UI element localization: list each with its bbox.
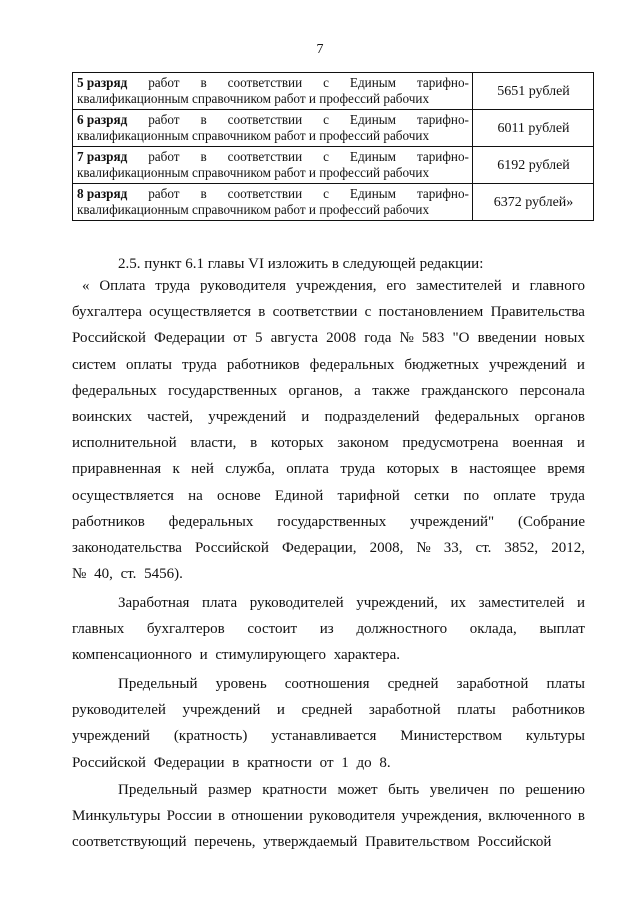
paragraph-word: заместителей	[416, 278, 502, 294]
paragraph-word: настоящее	[469, 461, 536, 478]
paragraph-word: «	[82, 278, 90, 294]
paragraph-word: ст.	[120, 566, 141, 583]
grade-label: 6	[77, 112, 84, 127]
paragraph-word: труда	[550, 487, 585, 504]
grade-label: 5	[77, 75, 84, 90]
paragraph-word: учреждения,	[295, 278, 377, 294]
paragraph-word: 2012,	[551, 539, 585, 556]
paragraph-word: 1	[341, 754, 353, 771]
paragraph-word: (Собрание	[517, 513, 585, 530]
paragraph-word: ст.	[475, 539, 492, 556]
paragraph-word: Единой	[274, 487, 324, 504]
paragraph-word: №	[416, 539, 431, 556]
paragraph-word: кратности	[247, 754, 316, 771]
paragraph-line	[72, 483, 585, 509]
paragraph-word: в	[577, 808, 585, 825]
paragraph-word: тарифной	[337, 487, 400, 504]
paragraph-word: Предельный	[118, 782, 198, 798]
paragraph-word: выплат	[539, 621, 585, 638]
paragraph-word: к	[172, 461, 180, 478]
grade-description-word: с	[323, 75, 329, 90]
paragraph-salary-composition	[72, 590, 585, 669]
grade-description-word: работ	[148, 75, 180, 90]
paragraph-word: включенного	[488, 808, 572, 825]
paragraph-word: государственных	[168, 382, 278, 399]
paragraph-word: руководителя	[309, 808, 396, 825]
paragraph-word: 40,	[94, 566, 117, 583]
grade-salary-amount: 6372 рублей»	[473, 184, 594, 221]
grade-description-word: с	[323, 112, 329, 127]
paragraph-word: и	[511, 278, 520, 294]
paragraph-word: органов	[534, 408, 585, 425]
paragraph-word: учреждения,	[401, 808, 482, 825]
paragraph-word: учреждений	[208, 408, 287, 425]
paragraph-word: новых	[544, 330, 585, 347]
paragraph-word: и	[576, 435, 585, 452]
paragraph-word: Федерации	[154, 330, 225, 347]
paragraph-word: Российской	[194, 539, 269, 556]
paragraph-word: платы	[546, 676, 585, 692]
paragraph-word: Правительства	[490, 304, 585, 321]
paragraph-line	[72, 535, 585, 561]
paragraph-word: приравненная	[72, 461, 162, 478]
paragraph-word: средней	[387, 676, 439, 692]
paragraph-word: Заработная	[118, 595, 190, 611]
paragraph-word: работников	[226, 356, 300, 373]
paragraph-word: уровень	[215, 676, 267, 692]
grade-description-word: работ	[148, 149, 180, 164]
paragraph-word: 2008,	[369, 539, 404, 556]
grade-description	[73, 147, 473, 184]
paragraph-line	[72, 430, 585, 456]
table-row	[73, 184, 594, 221]
paragraph-word: его	[386, 278, 407, 294]
paragraph-word: до	[356, 754, 376, 771]
paragraph-word: и	[301, 408, 310, 425]
grade-description-word: в	[200, 75, 207, 90]
paragraph-word: Правительством	[365, 834, 474, 851]
paragraph-word: в	[258, 304, 266, 321]
paragraph-word: с	[364, 304, 372, 321]
paragraph-word: в	[250, 435, 258, 452]
grade-salary-amount: 6011 рублей	[473, 110, 594, 147]
paragraph-word: соотношения	[284, 676, 370, 692]
grade-label: 7	[77, 149, 84, 164]
paragraph-word: учреждений,	[356, 595, 438, 611]
paragraph-word: труда	[181, 356, 217, 373]
paragraph-word: ней	[191, 461, 214, 478]
paragraph-word: Федерации,	[281, 539, 357, 556]
paragraph-word: 8.	[379, 754, 391, 771]
grade-label: 8	[77, 186, 84, 201]
paragraph-word: от	[233, 330, 247, 347]
paragraph-word: 583	[421, 330, 445, 347]
paragraph-word: государственных	[277, 513, 387, 530]
paragraph-word: руководителей	[249, 595, 344, 611]
paragraph-ratio-limit	[72, 671, 585, 776]
paragraph-ratio-increase	[72, 777, 585, 856]
grade-description-line: квалификационным справочником работ и профессий рабочих	[77, 165, 430, 180]
paragraph-word: руководителей	[72, 702, 166, 719]
grade-description-word: соответствии	[227, 112, 303, 127]
paragraph-word: их	[450, 595, 467, 611]
paragraph-word: перечень,	[194, 834, 260, 851]
paragraph-word: и	[576, 356, 585, 373]
paragraph-word: культуры	[525, 728, 585, 745]
paragraph-line	[72, 456, 585, 482]
paragraph-word: федеральных	[168, 513, 254, 530]
paragraph-word: главного	[529, 278, 585, 294]
grade-description	[73, 184, 473, 221]
grade-description-word: с	[323, 186, 329, 201]
paragraph-word: и	[199, 647, 212, 664]
paragraph-word: введении	[477, 330, 537, 347]
paragraph-word: отношении	[231, 808, 303, 825]
paragraph-word: также	[372, 382, 410, 399]
grade-description-word: с	[323, 149, 329, 164]
paragraph-line	[72, 750, 585, 776]
paragraph-word: труда	[340, 461, 376, 478]
paragraph-word: в	[450, 461, 458, 478]
paragraph-word: по	[499, 782, 515, 798]
paragraph-word: 33,	[443, 539, 463, 556]
paragraph-word: бухгалтеров	[146, 621, 225, 638]
paragraph-line	[72, 723, 585, 749]
paragraph-word: быть	[388, 782, 420, 798]
paragraph-word: работников	[72, 513, 145, 530]
grade-description-word: соответствии	[227, 75, 303, 90]
paragraph-word: по	[463, 487, 480, 504]
paragraph-word: оплате	[493, 487, 536, 504]
paragraph-line	[72, 671, 585, 697]
paragraph-word: предусмотрена	[402, 435, 499, 452]
paragraph-word: Российской	[72, 754, 150, 771]
paragraph-word: работников	[512, 702, 585, 719]
paragraph-word: заместителей	[478, 595, 565, 611]
paragraph-word: которых	[386, 461, 440, 478]
grade-description-word: тарифно-	[416, 75, 469, 90]
paragraph-word: Оплата	[99, 278, 146, 294]
grade-description-word: Единым	[349, 186, 396, 201]
paragraph-word: постановлением	[378, 304, 484, 321]
paragraph-word: заработной	[456, 676, 529, 692]
paragraph-word: систем	[72, 356, 117, 373]
paragraph-word: и	[576, 595, 585, 611]
paragraph-word: (кратность)	[173, 728, 248, 745]
paragraph-word: оплаты	[126, 356, 172, 373]
paragraph-word: соответствующий	[72, 834, 191, 851]
grade-description-word: работ	[148, 186, 180, 201]
paragraph-line	[72, 829, 585, 855]
paragraph-line	[72, 561, 585, 587]
grade-word: разряд	[86, 75, 128, 90]
table-row	[73, 73, 594, 110]
paragraph-word: 5456).	[144, 566, 183, 583]
paragraph-word: руководителя	[199, 278, 287, 294]
paragraph-line	[72, 697, 585, 723]
paragraph-word: соответствии	[272, 304, 358, 321]
paragraph-line	[72, 273, 585, 299]
section-heading: 2.5. пункт 6.1 главы VI изложить в следующей редакции:	[118, 256, 484, 272]
paragraph-word: осуществляется	[149, 304, 251, 321]
paragraph-word: №	[72, 566, 91, 583]
paragraph-line	[72, 404, 585, 430]
paragraph-word: должностного	[356, 621, 448, 638]
paragraph-word: служба,	[225, 461, 275, 478]
grade-description-word: работ	[148, 112, 180, 127]
paragraph-word: платы	[457, 702, 496, 719]
table-row	[73, 110, 594, 147]
grade-description-word: тарифно-	[416, 149, 469, 164]
paragraph-word: стимулирующего	[215, 647, 330, 664]
paragraph-word: увеличен	[429, 782, 489, 798]
grade-description-word: Единым	[349, 75, 396, 90]
paragraph-word: которых	[270, 435, 324, 452]
paragraph-word: устанавливается	[271, 728, 377, 745]
paragraph-word: Минкультуры	[72, 808, 161, 825]
grade-description-line: квалификационным справочником работ и профессий рабочих	[77, 91, 430, 106]
paragraph-word: частей,	[147, 408, 194, 425]
paragraph-word: Российской	[477, 834, 552, 851]
paragraph-word: персонала	[519, 382, 585, 399]
paragraph-word: в	[232, 754, 244, 771]
page-number: 7	[316, 42, 324, 57]
grade-description-word: тарифно-	[416, 186, 469, 201]
paragraph-word: Федерации	[153, 754, 229, 771]
paragraph-line	[72, 777, 585, 803]
paragraph-word: и	[276, 702, 285, 719]
paragraph-word: бухгалтера	[72, 304, 142, 321]
grade-description	[73, 73, 473, 110]
grade-description-word: в	[200, 186, 207, 201]
paragraph-word: труда	[155, 278, 191, 294]
paragraph-word: учреждений"	[410, 513, 495, 530]
paragraph-word: военная	[512, 435, 564, 452]
paragraph-line	[72, 325, 585, 351]
paragraph-line	[72, 803, 585, 829]
paragraph-word: подразделений	[324, 408, 420, 425]
grade-word: разряд	[86, 186, 128, 201]
paragraph-word: федеральных	[434, 408, 520, 425]
grade-word: разряд	[86, 149, 128, 164]
paragraph-word: года	[364, 330, 392, 347]
paragraph-word: на	[188, 487, 203, 504]
paragraph-word: средней	[301, 702, 353, 719]
paragraph-word: решению	[525, 782, 585, 798]
paragraph-line	[72, 509, 585, 535]
paragraph-word: 2008	[326, 330, 357, 347]
paragraph-word: исполнительной	[72, 435, 177, 452]
paragraph-head-salary-basis	[72, 273, 585, 587]
table-row	[73, 147, 594, 184]
grade-description-word: Единым	[349, 112, 396, 127]
paragraph-word: органов,	[288, 382, 343, 399]
paragraph-word: в	[218, 808, 226, 825]
wage-grade-table	[72, 72, 594, 221]
paragraph-word: может	[337, 782, 378, 798]
paragraph-line	[72, 590, 585, 616]
grade-description-word: соответствии	[227, 186, 303, 201]
paragraph-word: "О	[452, 330, 470, 347]
paragraph-word: из	[319, 621, 334, 638]
grade-description-line: квалификационным справочником работ и профессий рабочих	[77, 202, 430, 217]
paragraph-line	[72, 616, 585, 642]
paragraph-word: власти,	[190, 435, 237, 452]
paragraph-word: №	[399, 330, 414, 347]
grade-description-word: соответствии	[227, 149, 303, 164]
paragraph-word: основе	[216, 487, 261, 504]
paragraph-word: а	[354, 382, 361, 399]
paragraph-word: воинских	[72, 408, 133, 425]
grade-salary-amount: 5651 рублей	[473, 73, 594, 110]
paragraph-word: России	[166, 808, 212, 825]
paragraph-word: от	[319, 754, 338, 771]
paragraph-word: компенсационного	[72, 647, 196, 664]
paragraph-word: федеральных	[72, 382, 157, 399]
grade-word: разряд	[86, 112, 128, 127]
paragraph-word: заработной	[368, 702, 441, 719]
paragraph-word: плата	[201, 595, 238, 611]
grade-description-word: в	[200, 149, 207, 164]
grade-description	[73, 110, 473, 147]
paragraph-word: федеральных	[309, 356, 395, 373]
grade-salary-amount: 6192 рублей	[473, 147, 594, 184]
paragraph-line	[72, 299, 585, 325]
paragraph-line	[72, 642, 585, 668]
paragraph-word: осуществляется	[72, 487, 174, 504]
paragraph-line	[72, 352, 585, 378]
paragraph-word: оклада,	[469, 621, 517, 638]
paragraph-word: главных	[72, 621, 125, 638]
paragraph-word: кратности	[262, 782, 327, 798]
paragraph-word: учреждений	[489, 356, 567, 373]
paragraph-word: 3852,	[504, 539, 539, 556]
paragraph-word: августа	[270, 330, 319, 347]
paragraph-word: законодательства	[72, 539, 182, 556]
paragraph-word: 5	[254, 330, 263, 347]
grade-description-word: в	[200, 112, 207, 127]
paragraph-word: законом	[337, 435, 389, 452]
paragraph-word: размер	[208, 782, 252, 798]
paragraph-word: время	[547, 461, 585, 478]
paragraph-word: учреждений	[182, 702, 261, 719]
paragraph-word: утверждаемый	[263, 834, 362, 851]
paragraph-word: Предельный	[118, 676, 198, 692]
grade-description-word: тарифно-	[416, 112, 469, 127]
paragraph-word: оплата	[286, 461, 329, 478]
paragraph-word: Министерством	[400, 728, 502, 745]
paragraph-word: бюджетных	[404, 356, 480, 373]
grade-description-word: Единым	[349, 149, 396, 164]
paragraph-word: характера.	[333, 647, 401, 664]
paragraph-word: сетки	[413, 487, 450, 504]
paragraph-word: Российской	[72, 330, 146, 347]
paragraph-word: гражданского	[421, 382, 509, 399]
grade-description-line: квалификационным справочником работ и профессий рабочих	[77, 128, 430, 143]
paragraph-word: учреждений	[72, 728, 150, 745]
paragraph-line	[72, 378, 585, 404]
paragraph-word: состоит	[247, 621, 298, 638]
